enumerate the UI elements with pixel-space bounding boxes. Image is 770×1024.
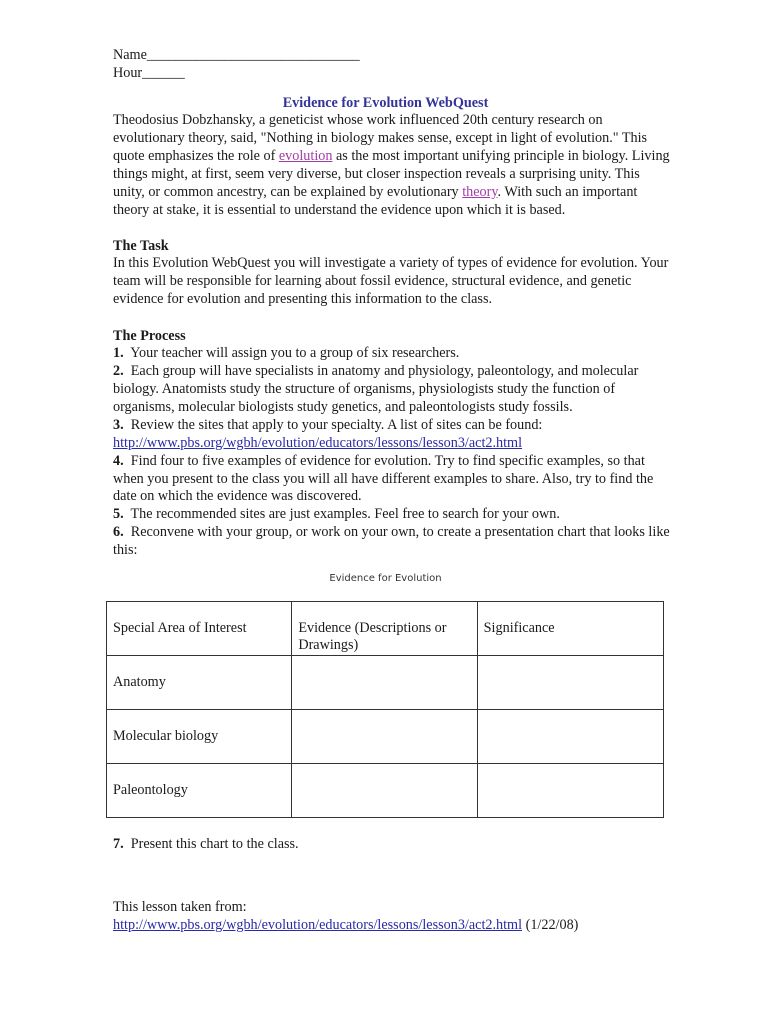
table-cell <box>292 764 477 818</box>
chart-caption: Evidence for Evolution <box>329 573 442 585</box>
intro-text-1: Theodosius Dobzhansky, a geneticist whose work influenced 20th century research on evolutionary theory, said, "Nothing in biology makes sense, except in light of evolution." This quote emphasizes the role of <box>113 112 648 164</box>
table-cell <box>292 656 477 710</box>
evidence-chart-table <box>106 601 664 818</box>
table-row <box>107 764 664 818</box>
column-header: Special Area of Interest <box>107 602 292 656</box>
column-header: Significance <box>477 602 663 656</box>
table-row <box>107 710 664 764</box>
theory-link[interactable]: theory <box>462 183 498 200</box>
table-header-row <box>107 602 664 656</box>
intro-paragraph <box>113 112 673 219</box>
process-step-3: 3. Review the sites that apply to your specialty. A list of sites can be found: http://www.pbs.org/wgbh/evolution/educators/lessons/lesson3/act2.html <box>113 416 543 451</box>
task-paragraph: In this Evolution WebQuest you will investigate a variety of types of evidence for evolution. Your team will be responsible for learning about fossil evidence, structural evidence, and genetic evidence for evolution and presenting this information to the class. <box>113 255 669 308</box>
process-step-2: 2. Each group will have specialists in anatomy and physiology, paleontology, and molecular biology. Anatomists study the structure of organisms, physiologists study the function of organisms, molecular biologists study genetics, and paleontologists study fossils. <box>113 363 639 415</box>
intro-text-3: . With such an important theory at stake, it is essential to understand the evidence upon which it is based. <box>113 183 638 218</box>
source-date: (1/22/08) <box>522 916 579 933</box>
table-cell <box>477 710 663 764</box>
process-step-4: 4. Find four to five examples of evidence for evolution. Try to find specific examples, so that when you present to the class you will all have different examples to share. Also, try to find the date on which the evidence was discovered. <box>113 452 654 505</box>
process-step-5: 5. The recommended sites are just examples. Feel free to search for your own. <box>113 506 560 523</box>
hour-field-label: Hour______ <box>113 65 185 81</box>
table-row <box>107 656 664 710</box>
source-link[interactable]: http://www.pbs.org/wgbh/evolution/educators/lessons/lesson3/act2.html <box>113 916 523 933</box>
table-cell <box>292 710 477 764</box>
intro-text-2: as the most important unifying principle in biology. Living things might, at first, seem very diverse, but closer inspection reveals a surprising unity. This unity, or common ancestry, can be explained by evolutionary <box>113 147 670 200</box>
sites-list-link[interactable]: http://www.pbs.org/wgbh/evolution/educators/lessons/lesson3/act2.html <box>113 434 523 451</box>
process-step-1: 1. Your teacher will assign you to a group of six researchers. <box>113 345 460 362</box>
source-line <box>113 916 673 934</box>
table-cell: Molecular biology <box>107 710 292 764</box>
process-step-7: 7. Present this chart to the class. <box>113 836 299 853</box>
name-field-label: Name______________________________ <box>113 47 360 63</box>
task-heading: The Task <box>113 238 169 255</box>
process-step-6: 6. Reconvene with your group, or work on your own, to create a presentation chart that looks like this: <box>113 524 670 559</box>
table-cell: Anatomy <box>107 656 292 710</box>
table-cell: Paleontology <box>107 764 292 818</box>
source-label: This lesson taken from: <box>113 898 247 915</box>
document-title: Evidence for Evolution WebQuest <box>282 95 489 111</box>
table-cell <box>477 764 663 818</box>
column-header: Evidence (Descriptions or Drawings) <box>292 602 477 656</box>
evolution-link[interactable]: evolution <box>278 147 333 164</box>
table-cell <box>477 656 663 710</box>
document-page <box>113 46 673 934</box>
process-heading: The Process <box>113 328 186 345</box>
